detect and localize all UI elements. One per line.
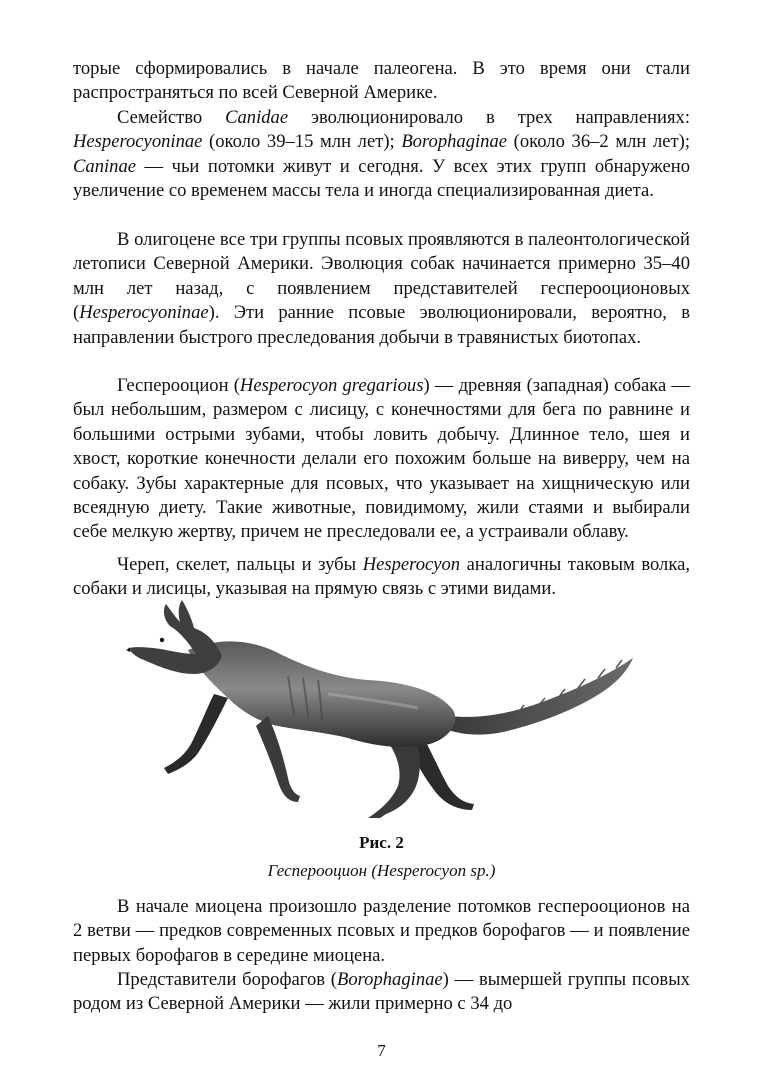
paragraph-3: В олигоцене все три группы псовых проявляются в палеонтологической летописи Северной Америки. Эволюция собак начинается примерно 35–40 млн лет назад, с появлением представителей гесперооционовых (Hesperocyoninae). Эти ранние псовые эволюционировали, вероятно, в направлении быстрого преследования добычи в травянистых биотопах. (73, 229, 690, 348)
head-shape (128, 600, 222, 674)
fore-leg-near (256, 716, 300, 802)
body-shape (188, 641, 455, 747)
page-number: 7 (377, 1041, 386, 1060)
fore-leg-far (164, 694, 228, 774)
paragraph-7: Представители борофагов (Borophaginae) — вымершей группы псовых родом из Северной Америки — жили примерно с 34 до (73, 969, 690, 1015)
hesperocyon-illustration (118, 598, 638, 828)
paragraph-2: Семейство Canidae эволюционировало в трех направлениях: Hesperocyoninae (около 39–15 млн лет); Borophaginae (около 36–2 млн лет); Caninae — чьи потомки живут и сегодня. У всех этих групп обнаружено увеличение со временем массы тела и иногда специализированная диета. (73, 107, 690, 202)
paragraph-1: торые сформировались в начале палеогена. В это время они стали распространяться по всей Северной Америке. (73, 58, 690, 104)
paragraph-4: Гесперооцион (Hesperocyon gregarious) — древняя (западная) собака — был небольшим, размером с лисицу, с конечностями для бега по равнине и большими острыми зубами, чтобы ловить добычу. Длинное тело, шея и хвост, короткие конечности делали его похожим больше на виверру, чем на собаку. Зубы характерные для псовых, что указывает на хищническую или всеядную диету. Такие животные, повидимому, жили стаями и выбирали себе мелкую жертву, причем не преследовали ее, а устраивали облаву. (73, 375, 690, 543)
paragraph-5: Череп, скелет, пальцы и зубы Hesperocyon аналогичны таковым волка, собаки и лисицы, указывая на прямую связь с этими видами. (73, 554, 690, 600)
figure-caption: Гесперооцион (Hesperocyon sp.) (267, 861, 496, 880)
paragraph-6: В начале миоцена произошло разделение потомков гесперооционов на 2 ветви — предков современных псовых и предков борофагов — и появление первых борофагов в середине миоцена. (73, 896, 690, 966)
figure-label: Рис. 2 (359, 833, 404, 852)
